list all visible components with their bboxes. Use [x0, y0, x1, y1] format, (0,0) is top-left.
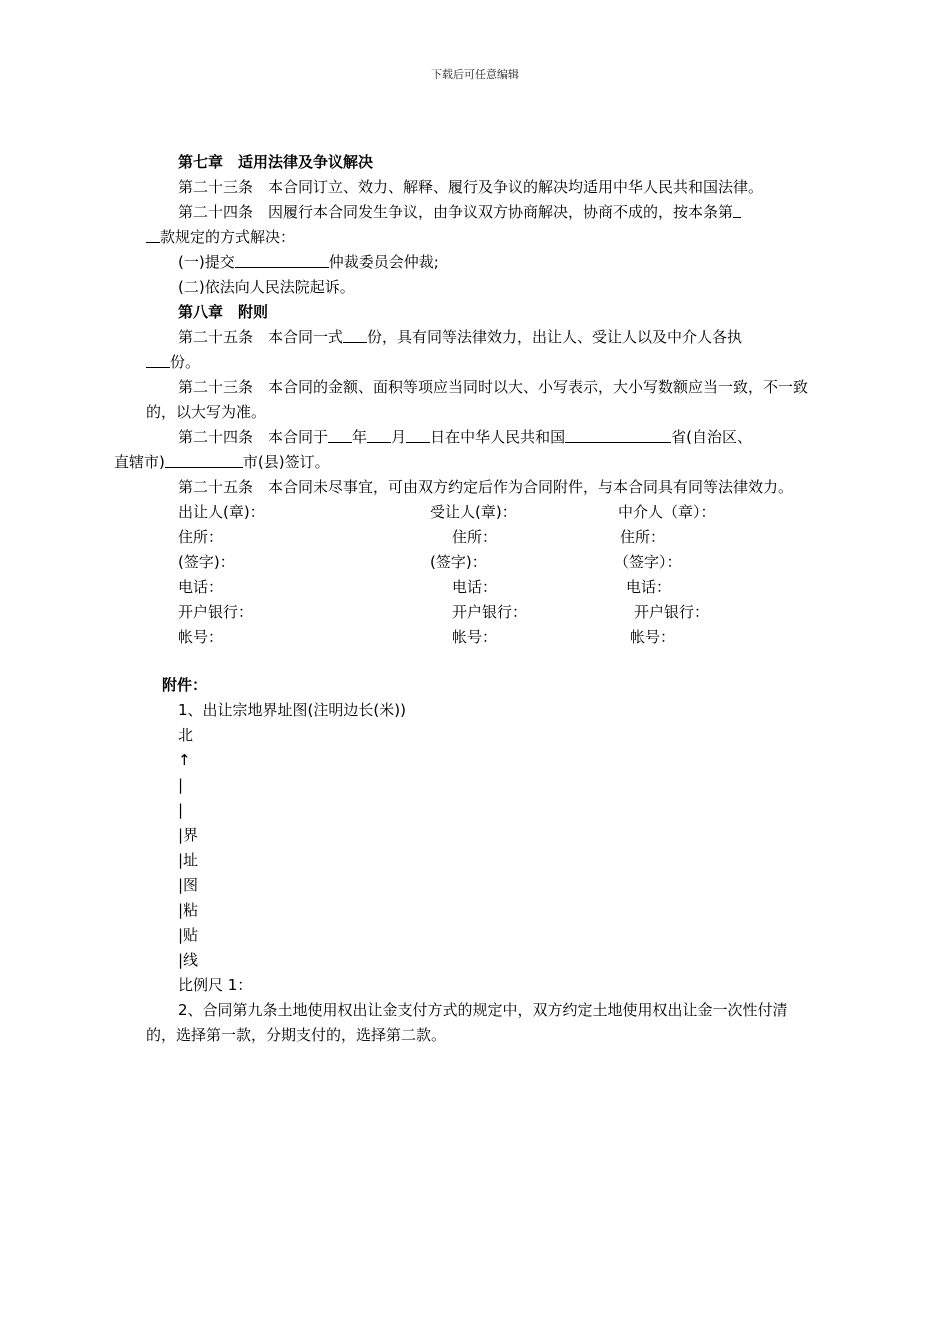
dispute-option-2: (二)依法向人民法院起诉。 [178, 278, 355, 296]
attachment-item-2: 2、合同第九条土地使用权出让金支付方式的规定中，双方约定土地使用权出让金一次性付清的，选择第一款，分期支付的，选择第二款。 [146, 1001, 788, 1044]
article-text: 年 [352, 428, 368, 446]
attachment-title: 附件： [162, 676, 208, 694]
spacer [146, 650, 811, 673]
signature-field: 住所： [620, 528, 666, 546]
article-text: 份，具有同等法律效力，出让人、受让人以及中介人各执 [367, 328, 743, 346]
north-label: 北 [178, 726, 194, 744]
boundary-map-placeholder [146, 723, 811, 973]
chapter-7-title: 第七章 适用法律及争议解决 [178, 153, 374, 171]
blank-line [235, 252, 329, 268]
signature-row [146, 575, 811, 600]
signature-field: 受让人(章)： [430, 503, 517, 521]
article-text: 本合同一式 [268, 328, 344, 346]
option-text: 仲裁委员会仲裁; [328, 253, 439, 271]
blank-line [367, 427, 391, 443]
diagram-line: |粘 [178, 901, 199, 919]
signature-field: 开户银行： [452, 603, 528, 621]
signature-field: 帐号： [452, 628, 498, 646]
diagram-line: |贴 [178, 926, 199, 944]
article-text: 月 [391, 428, 407, 446]
signature-row [146, 600, 811, 625]
article-text: 份。 [170, 353, 201, 371]
article-label: 第二十三条 [178, 378, 254, 396]
signature-row [146, 500, 811, 525]
diagram-line: | [178, 801, 184, 819]
article-text: 因履行本合同发生争议，由争议双方协商解决，协商不成的，按本条第 [268, 203, 734, 221]
signature-field: 开户银行： [634, 603, 710, 621]
signature-field: 住所： [452, 528, 498, 546]
article-label: 第二十四条 [178, 203, 254, 221]
diagram-line: |界 [178, 826, 199, 844]
article-text: 日在中华人民共和国 [430, 428, 566, 446]
dispute-option-1 [146, 250, 811, 275]
diagram-line: | [178, 776, 184, 794]
signature-field: 帐号： [178, 628, 224, 646]
article-text: 本合同订立、效力、解释、履行及争议的解决均适用中华人民共和国法律。 [268, 178, 764, 196]
article-label: 第二十三条 [178, 178, 254, 196]
signature-row [146, 525, 811, 550]
signature-field: 帐号： [630, 628, 676, 646]
diagram-line: |址 [178, 851, 199, 869]
article-text: 款规定的方式解决： [160, 228, 296, 246]
blank-line [733, 202, 741, 218]
signature-field: (签字)： [178, 553, 235, 571]
article-text: 本合同于 [268, 428, 329, 446]
signature-field: 电话： [178, 578, 224, 596]
signature-field: (签字)： [430, 553, 487, 571]
signature-row [146, 550, 811, 575]
article-text: 直辖市) [114, 453, 165, 471]
article-24-signing [114, 425, 811, 475]
blank-line [146, 352, 170, 368]
option-text: (一)提交 [178, 253, 235, 271]
signature-row [146, 625, 811, 650]
blank-line [146, 227, 160, 243]
signature-field: （签字）： [614, 553, 682, 571]
signature-field: 电话： [626, 578, 672, 596]
article-label: 第二十五条 [178, 328, 254, 346]
article-24-dispute [146, 200, 811, 250]
blank-line [165, 452, 243, 468]
diagram-line: |图 [178, 876, 199, 894]
article-25-supplement [146, 475, 811, 500]
document-body [114, 150, 811, 1048]
signature-field: 出让人(章)： [178, 503, 265, 521]
signature-field: 电话： [452, 578, 498, 596]
blank-line [406, 427, 430, 443]
signature-field: 中介人（章）： [618, 503, 716, 521]
article-23-amounts [146, 375, 811, 425]
page-header: 下载后可任意编辑 [431, 68, 519, 81]
article-text: 市(县)签订。 [242, 453, 330, 471]
attachment-item-1: 1、出让宗地界址图(注明边长(米)) [178, 701, 406, 719]
blank-line [565, 427, 671, 443]
article-text: 本合同的金额、面积等项应当同时以大、小写表示，大小写数额应当一致，不一致的，以大写为准。 [146, 378, 809, 421]
article-text: 省(自治区、 [671, 428, 752, 446]
article-text: 本合同未尽事宜，可由双方约定后作为合同附件，与本合同具有同等法律效力。 [268, 478, 794, 496]
article-23-law [146, 175, 811, 200]
article-25-copies [146, 325, 811, 375]
article-label: 第二十四条 [178, 428, 254, 446]
blank-line [328, 427, 352, 443]
signature-field: 住所： [178, 528, 224, 546]
north-arrow-icon: ↑ [178, 751, 191, 769]
scale-label: 比例尺 1： [178, 976, 253, 994]
article-label: 第二十五条 [178, 478, 254, 496]
diagram-line: |线 [178, 951, 199, 969]
chapter-8-title: 第八章 附则 [178, 303, 269, 321]
signature-field: 开户银行： [178, 603, 254, 621]
signature-block [146, 500, 811, 650]
blank-line [343, 327, 367, 343]
